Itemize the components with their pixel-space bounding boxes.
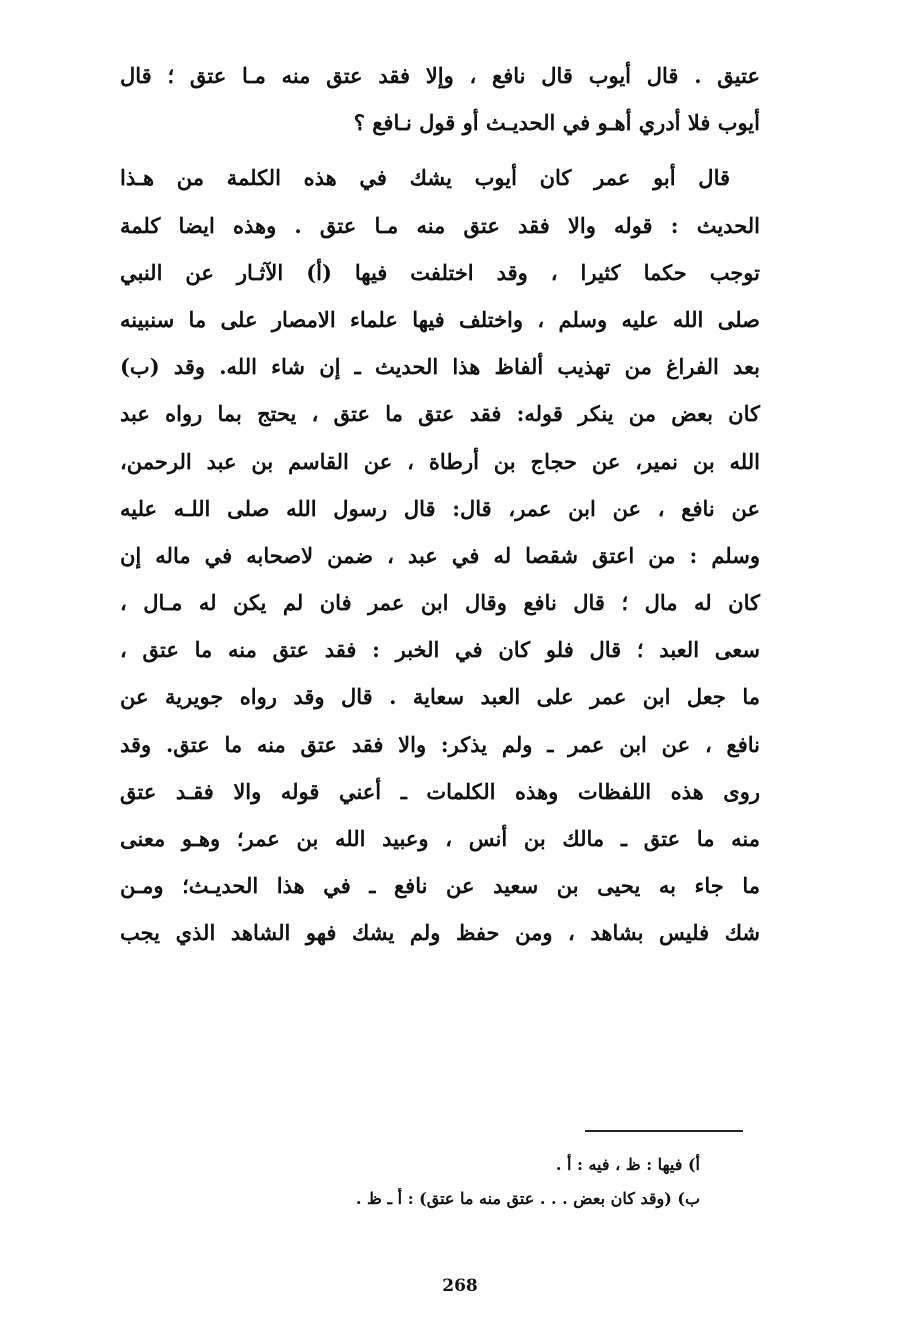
text-line-7: بعد الفراغ من تهذيب ألفاظ هذا الحديث ـ إن شاء الله. وقد (ب) xyxy=(120,354,760,380)
text-line-6: صلى الله عليه وسلم ، واختلف فيها علماء الامصار على ما سنبينه xyxy=(120,306,760,332)
text-line-17: منه ما عتق ـ مالك بن أنس ، وعبيد الله بن عمر؛ وهـو معنى xyxy=(120,826,760,851)
text-line-2: أيوب فلا أدري أهـو في الحديـث أو قول نـافع ؟ xyxy=(353,110,760,136)
text-line-4: الحديث : قوله والا فقد عتق منه مـا عتق . وهذه ايضا كلمة xyxy=(120,212,760,238)
footnote-divider xyxy=(585,1130,743,1132)
text-line-12: كان له مال ؛ قال نافع وقال ابن عمر فان لم يكن له مـال ، xyxy=(120,590,760,616)
text-line-15: نافع ، عن ابن عمر ـ ولم يذكر: والا فقد عتق منه ما عتق. وقد xyxy=(120,731,760,757)
text-line-10: عن نافع ، عن ابن عمر، قال: قال رسول الله صلى اللـه عليه xyxy=(120,495,760,521)
text-line-8: كان بعض من ينكر قوله: فقد عتق ما عتق ، يحتج بما رواه عبد xyxy=(120,401,760,427)
page-number: 268 xyxy=(442,1276,478,1296)
text-line-13: سعى العبد ؛ قال فلو كان في الخبر : فقد عتق منه ما عتق ، xyxy=(120,637,760,663)
text-line-16: روى هذه اللفظات وهذه الكلمات ـ أعني قوله والا فقـد عتق xyxy=(120,778,760,804)
main-text xyxy=(120,52,760,957)
footnote-b: ب) (وقد كان بعض . . . عتق منه ما عتق) : أ ـ ظ . xyxy=(355,1189,700,1208)
text-line-19: شك فليس بشاهد ، ومن حفظ ولم يشك فهو الشاهد الذي يجب xyxy=(120,920,760,946)
footnote-a: أ) فيها : ظ ، فيه : أ . xyxy=(555,1155,700,1174)
text-line-9: الله بن نمير، عن حجاج بن أرطاة ، عن القاسم بن عبد الرحمن، xyxy=(120,448,760,474)
text-line-11: وسلم : من اعتق شقصا له في عبد ، ضمن لاصحابه في ماله إن xyxy=(120,542,760,568)
text-line-1: عتيق . قال أيوب قال نافع ، وإلا فقد عتق منه مـا عتق ؛ قال xyxy=(120,63,761,88)
text-line-18: ما جاء به يحيى بن سعيد عن نافع ـ في هذا الحديـث؛ ومـن xyxy=(120,873,760,899)
text-line-5: توجب حكما كثيرا ، وقد اختلفت فيها (أ) الآثـار عن النبي xyxy=(120,259,760,285)
text-line-14: ما جعل ابن عمر على العبد سعاية . قال وقد رواه جويرية عن xyxy=(120,684,760,710)
footnotes xyxy=(200,1148,700,1216)
text-line-3: قال أبو عمر كان أيوب يشك في هذه الكلمة من هـذا xyxy=(120,165,730,191)
